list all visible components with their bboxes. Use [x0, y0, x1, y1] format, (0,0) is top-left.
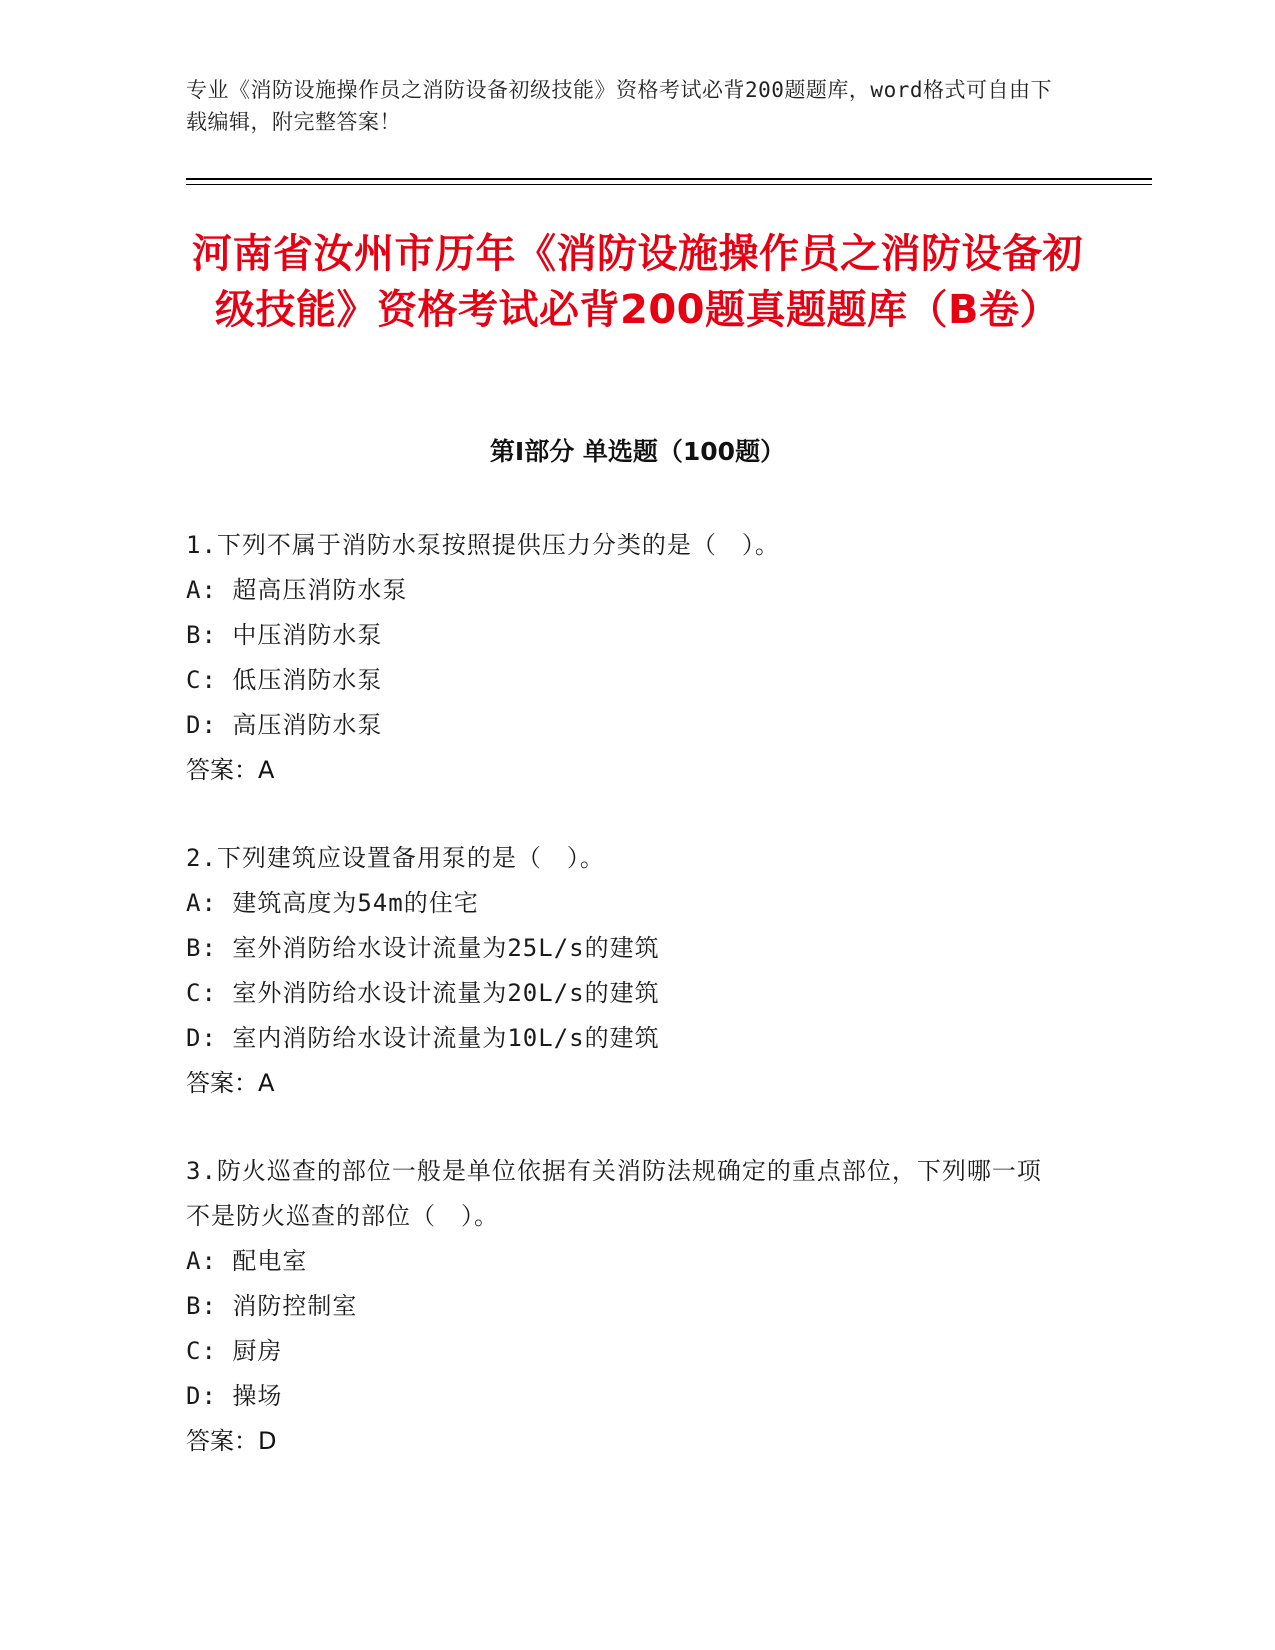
- question-1: [186, 523, 1066, 793]
- option-b: B: 中压消防水泵: [186, 621, 383, 649]
- option-d: D: 室内消防给水设计流量为10L/s的建筑: [186, 1024, 660, 1052]
- document-title: 河南省汝州市历年《消防设施操作员之消防设备初级技能》资格考试必背200题真题题库（B卷）: [192, 231, 1083, 333]
- option-c: C: 厨房: [186, 1337, 283, 1365]
- option-b: B: 消防控制室: [186, 1292, 358, 1320]
- option-d: D: 高压消防水泵: [186, 711, 383, 739]
- option-c: C: 室外消防给水设计流量为20L/s的建筑: [186, 979, 660, 1007]
- section-title: 第Ⅰ部分 单选题（100题）: [489, 437, 786, 466]
- header-rule-thin: [186, 184, 1152, 185]
- option-d: D: 操场: [186, 1382, 283, 1410]
- option-a: A: 超高压消防水泵: [186, 576, 408, 604]
- question-2: [186, 836, 1066, 1106]
- question-stem: 2.下列建筑应设置备用泵的是（ ）。: [186, 844, 605, 872]
- answer: 答案：D: [186, 1427, 277, 1455]
- option-a: A: 配电室: [186, 1247, 308, 1275]
- header-rule-thick: [186, 178, 1152, 180]
- question-3: [186, 1149, 1066, 1464]
- option-c: C: 低压消防水泵: [186, 666, 383, 694]
- option-a: A: 建筑高度为54m的住宅: [186, 889, 479, 917]
- question-stem: 1.下列不属于消防水泵按照提供压力分类的是（ ）。: [186, 531, 780, 559]
- question-list: [186, 523, 1066, 1507]
- answer: 答案：A: [186, 1069, 275, 1097]
- answer: 答案：A: [186, 756, 275, 784]
- header-note: 专业《消防设施操作员之消防设备初级技能》资格考试必背200题题库，word格式可自由下载编辑，附完整答案！: [186, 78, 1052, 134]
- question-stem: 3.防火巡查的部位一般是单位依据有关消防法规确定的重点部位，下列哪一项不是防火巡查的部位（ ）。: [186, 1157, 1042, 1230]
- option-b: B: 室外消防给水设计流量为25L/s的建筑: [186, 934, 660, 962]
